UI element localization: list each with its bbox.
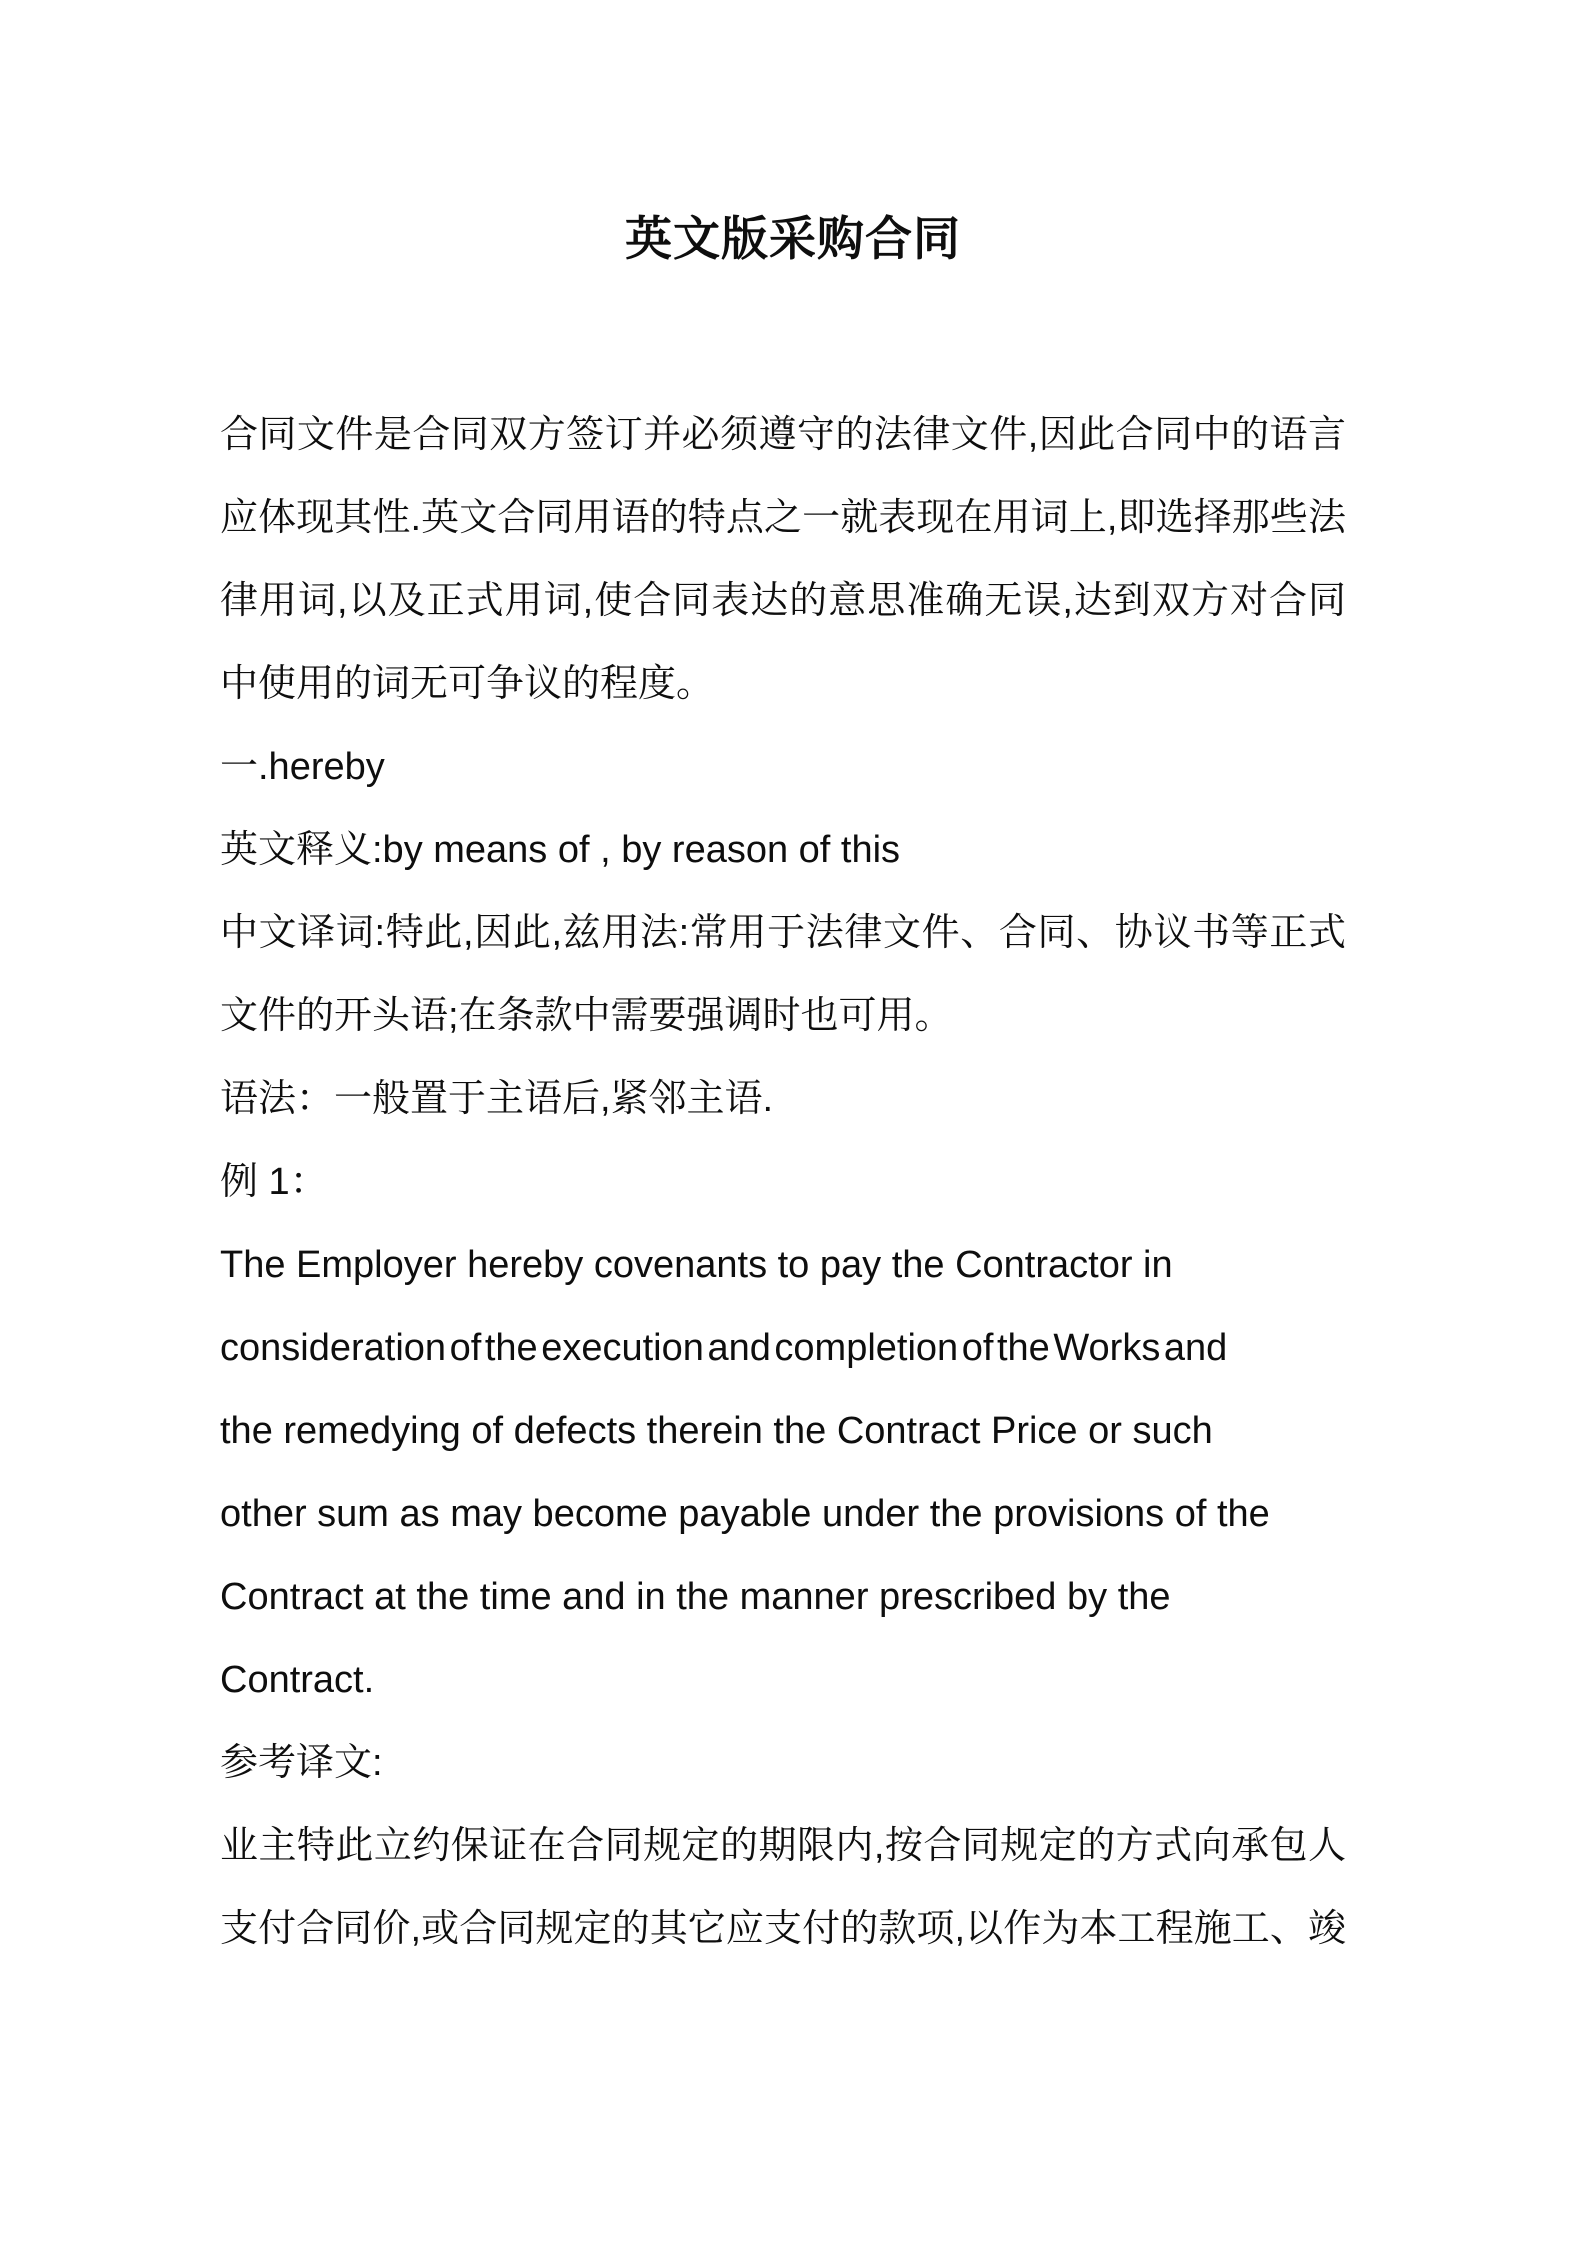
text-line: Contract. bbox=[220, 1659, 375, 1701]
document-title: 英文版采购合同 bbox=[625, 212, 961, 265]
text-line: 一.hereby bbox=[220, 746, 385, 788]
text-line: The Employer hereby covenants to pay the Contractor in bbox=[220, 1244, 1173, 1286]
text-line: 中文译词:特此,因此,兹用法:常用于法律文件、合同、协议书等正式 bbox=[220, 912, 1346, 954]
text-line: other sum as may become payable under the provisions of the bbox=[220, 1493, 1270, 1535]
text-line: 参考译文: bbox=[220, 1742, 383, 1784]
text-line: 英文释义:by means of , by reason of this bbox=[220, 829, 901, 871]
text-line: 合同文件是合同双方签订并必须遵守的法律文件,因此合同中的语言 bbox=[220, 414, 1346, 456]
text-line: Contract at the time and in the manner prescribed by the bbox=[220, 1576, 1171, 1618]
document-body bbox=[220, 394, 1346, 1971]
text-line: 中使用的词无可争议的程度。 bbox=[220, 663, 715, 705]
text-line: 应体现其性.英文合同用语的特点之一就表现在用词上,即选择那些法 bbox=[220, 497, 1346, 539]
text-line: 律用词,以及正式用词,使合同表达的意思准确无误,达到双方对合同 bbox=[220, 580, 1346, 622]
text-line: the remedying of defects therein the Contract Price or such bbox=[220, 1410, 1213, 1452]
text-line: 文件的开头语;在条款中需要强调时也可用。 bbox=[220, 995, 953, 1037]
text-line: 业主特此立约保证在合同规定的期限内,按合同规定的方式向承包人 bbox=[220, 1825, 1346, 1867]
text-line: consideration of the execution and completion of the Works and bbox=[220, 1327, 1228, 1369]
text-line: 例 1： bbox=[220, 1161, 328, 1203]
text-line: 语法：一般置于主语后,紧邻主语. bbox=[220, 1078, 774, 1120]
text-line: 支付合同价,或合同规定的其它应支付的款项,以作为本工程施工、竣 bbox=[220, 1908, 1346, 1950]
